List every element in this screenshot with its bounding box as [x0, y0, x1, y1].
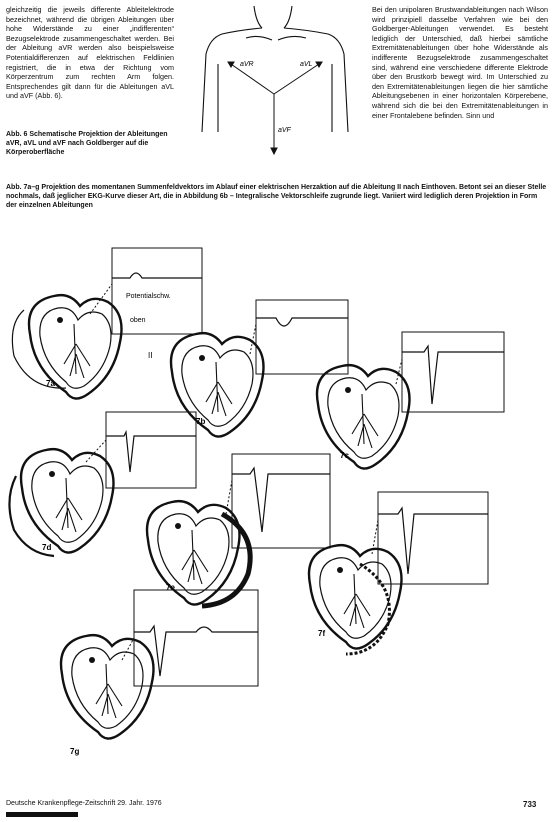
label-7f: 7f [318, 629, 326, 638]
annotation-oben: oben [130, 317, 146, 324]
right-arm-outline [284, 28, 348, 132]
right-column [372, 5, 548, 120]
annotation-potential: Potentialschw. [126, 293, 171, 300]
label-avr: aVR [240, 61, 254, 68]
label-7a: 7a [46, 379, 55, 388]
panel-7f [309, 492, 488, 654]
footer-bar [6, 812, 78, 817]
right-column-text: Bei den unipolaren Brustwandableitungen nach Wilson wird prinzipiell dasselbe Verfahren wie bei den Goldberger-Ableitungen verwendet. Es besteht lediglich der Unterschied, daß hierbei sämtliche Extremitätenableitungen über hohe Widerstände als indifferente Bezugselektrode zusammengeschaltet sind, während eine verschiedene differente Elektrode über den Brustkorb bewegt wird. Im Unterschied zu den Extremitätenableitungen liegen die hier sämtliche Ableitungsebenen in einer horizontalen Körperebene, während sich die bei den Extremitätenableitungen in einer Frontalebene befinden. Sinn und [372, 5, 548, 120]
label-7e: 7e [166, 583, 175, 592]
label-lead-ii: II [148, 351, 153, 360]
neck-outline [254, 6, 292, 28]
figure-7-svg [0, 214, 555, 799]
label-7d: 7d [42, 543, 52, 552]
page-number: 733 [523, 800, 537, 809]
footer-journal: Deutsche Krankenpflege-Zeitschrift 29. Jahr. 1976 [6, 800, 162, 807]
panel-7c [317, 332, 504, 469]
label-avf: aVF [278, 127, 291, 134]
label-7g: 7g [70, 747, 80, 756]
torso-sides [218, 64, 332, 132]
left-column [6, 5, 174, 101]
figure-6-svg [188, 4, 363, 159]
clavicles [246, 36, 306, 40]
panel-7e [147, 454, 330, 606]
figure-7-caption: Abb. 7a–g Projektion des momentanen Summenfeldvektors im Ablauf einer elektrischen Herzaktion auf die Ableitung II nach Einthoven. Betont sei an dieser Stelle nochmals, daß jeglicher EKG-Kurve dieser Art, die in Abbildung 6b – Integralische Vektorschleife zugrunde liegt. Variiert wird lediglich deren Projektion in Form der einzelnen Ableitungen [6, 184, 547, 209]
label-7c: 7c [340, 451, 349, 460]
left-column-text: gleichzeitig die jeweils differente Ableitelektrode bezeichnet, während die übrigen Ableitungen über hohe Widerstände zu einer „indifferenten“ Bezugselektrode zusammengeschaltet werden. Bei der Ableitung aVR werden also beispielsweise Potentialdifferenzen auf elektrischen Feldlinien registriert, die in etwa der Richtung vom Körperzentrum zum rechten Arm folgen. Entsprechendes gilt dann für die Ableitungen aVL und aVF (Abb. 6). [6, 5, 174, 101]
figure-7-diagram [0, 214, 555, 799]
figure-6-leads-diagram [188, 4, 363, 159]
panel-7d [9, 412, 196, 556]
panel-7g [61, 590, 258, 756]
panel-7b [148, 300, 348, 437]
figure-6-caption: Abb. 6 Schematische Projektion der Ableitungen aVR, aVL und aVF nach Goldberger auf die Körperoberfläche [6, 131, 168, 156]
label-7b: 7b [196, 417, 206, 426]
label-avl: aVL [300, 61, 313, 68]
